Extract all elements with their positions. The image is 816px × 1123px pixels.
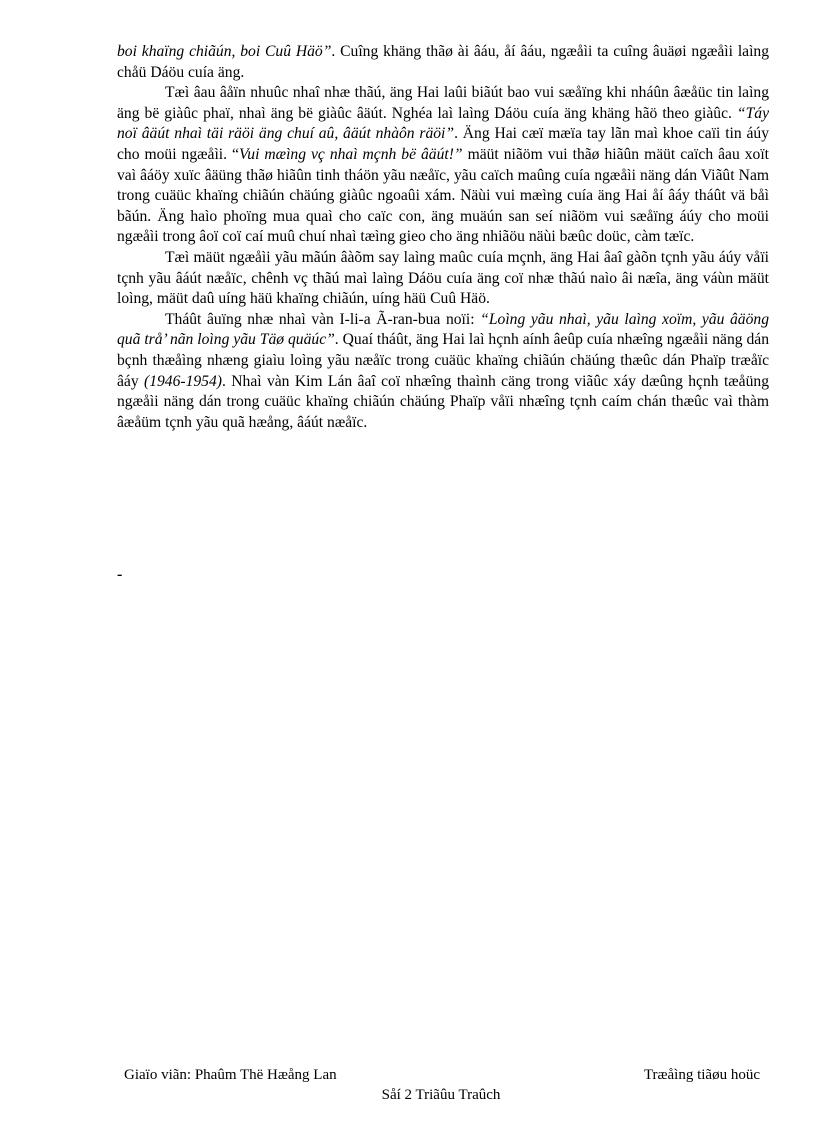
footer-school: Træåìng tiãøu hoüc [643,1067,760,1083]
text-run: (1946-1954) [144,372,222,390]
document-body [117,42,769,433]
text-run: boi khaïng chiãún, boi Cuû Häö” [117,43,332,60]
footer-teacher: Giaïo viãn: Phaûm Thë Hæång Lan [124,1067,337,1083]
text-run: . Quaí tháût, äng Hai laì hçnh aính âeûp cuía nhæîng ngæåìi näng dán bçnh thæåìng nhæng giaìu loìng yãu næåïc trong cuäüc khaïng chiãún chäúng thæûc dán Phaïp træåïc âáy [117,331,770,390]
paragraph-2 [117,83,769,248]
text-run: . Äng Hai cæï mæïa tay lãn maì khoe caïi tin áúy cho moüi ngæåìi. “ [117,125,769,163]
text-run: Tæì âau âåïn nhuûc nhaî nhæ thãú, äng Hai laûi biãút bao vui sæåïng khi nháûn âæåüc tin laìng äng bë giàûc phaï, nhaì äng bë giàûc âäút. Nghéa laì laìng Dáöu cuía äng khäng hãö theo giàûc. [117,84,769,122]
text-run: mäüt niãöm vui thãø hiãûn mäüt caïch âau xoït vaì âáöy xuïc âäüng thãø hiãûn tinh tháön yãu næåïc, yãu caïch maûng cuía ngæåìi näng dán Viãût Nam trong cuäüc khaïng chiãún chäúng giàûc ngoaûi xám. Näùi vui mæìng cuía äng Hai åí âáy tháût vä båì bãún. Äng haìo phoïng mua quaì cho caïc con, äng muäún san seí niãöm vui sæåïng áúy cho moüi ngæåìi trong âoï coï caí muû chuí nhaì tæìng gieo cho äng nhiãöu näùi bæûc doüc, càm tæïc. [117,145,770,246]
text-run: “Loìng yãu nhaì, yãu laìng xoïm, yãu âäöng quã trå’ nãn loìng yãu Täø quäúc” [117,310,769,349]
paragraph-1 [117,42,769,83]
text-run: “Táy noï âäút nhaì täi räöi äng chuí aû, âäút nhàôn räöi” [117,104,769,143]
footer-department: Såí 2 Triãûu Traûch [381,1087,501,1103]
text-run: Vui mæìng vç nhaì mçnh bë âäút!” [238,145,463,163]
text-run: Tháût âuïng nhæ nhaì vàn I-li-a Ã-ran-bua noïi: [165,310,481,328]
text-run: . Cuîng khäng thãø ài âáu, åí âáu, ngæåìi ta cuîng âuäøi ngæåìi laìng chåü Dáöu cuía äng. [117,43,770,81]
separator-mark: - [117,566,123,583]
text-run: Tæì mäüt ngæåìi yãu mãún âàõm say laìng maûc cuía mçnh, äng Hai âaî gàõn tçnh yãu áúy våïi tçnh yãu âáút næåïc, chênh vç thãú maì laìng Dáöu cuía äng coï nhæ thãú naìo âi næîa, äng váùn mäüt loìng, mäüt daû uíng häü khaïng chiãún, uíng häü Cuû Häö. [117,248,769,308]
paragraph-3 [117,248,769,310]
paragraph-4 [117,310,769,434]
text-run: . Nhaì vàn Kim Lán âaî coï nhæîng thaình cäng trong viãûc xáy dæûng hçnh tæåüng ngæåìi näng dán trong cuäüc khaïng chiãún chäúng Phaïp våïi nhæîng tçnh caím chán thæûc vaì thàm âæåüm tçnh yãu quã hæång, âáút næåïc. [117,372,769,431]
